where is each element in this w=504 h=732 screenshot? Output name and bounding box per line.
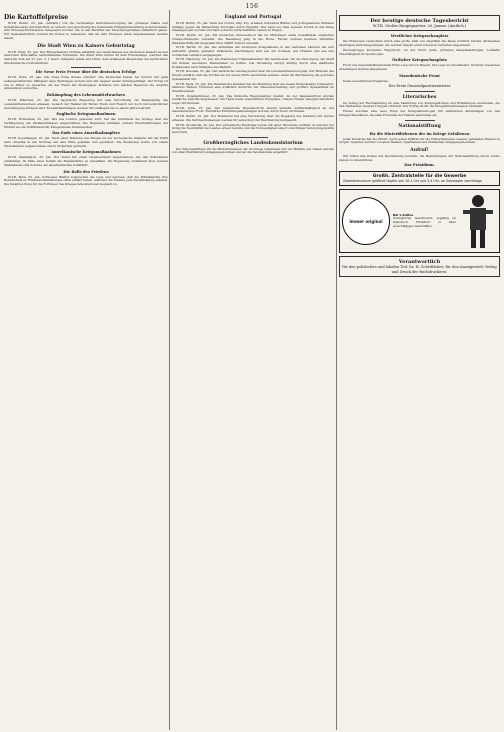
headline: England und Portugal [224, 15, 282, 20]
article-paragraph: W.T.B. Dresden, 25. Jan. Der sächsische Landtag beriet über die Lebensmittelversorgung. Der Minister des Innern erklärte, daß die Vorräte bis zur neuen Ernte ausreichen werden, wenn die Bevölkerung die gebotene Sparsamkeit übt. [172, 69, 334, 81]
section-heading: Die Stadt Wien zu Kaisers Geburtstag [37, 43, 135, 49]
article-paragraph: Heeresgruppe Kronprinz Rupprecht: An der Front keine größeren Kampfhandlungen. Lebhafte Feuertätigkeit im Ypernbogen. [339, 47, 500, 56]
subheading: Englische Kriegsmaßnahmen [56, 112, 116, 117]
subheading: Westlicher Kriegsschauplatz [390, 34, 449, 39]
subheading: Amerikanische Kriegsmaßnahmen [51, 150, 121, 155]
ad-headline: Immer original [349, 218, 383, 224]
imprint-text: für den politischen und lokalen Teil: Dr. H. Schriftleiter; für den Anzeigenteil: Verlag und Druck der Buchdruckerei. [342, 265, 497, 274]
page-number: 156 [245, 3, 259, 10]
article-paragraph: W.T.B. Berlin, 25. Jan. (Amtlich.) Um die rechtzeitige Kartoffelversorgung der größeren Städte und Industriebezirke mit Kartoffeln zu sichern und gleichzeitig die kommende Frühjahrsbestellung sicherzustellen, sind Erzeugerhöchstpreise festgesetzt worden, die in den Bezirken der Versorgungsstellen einheitlich gelten. Für Speisekartoffeln wurden die Preise so bemessen, daß sie dem Erzeuger einen angemessenen Gewinn lassen. [4, 21, 168, 40]
notice-text: Die Nationalstiftung für die Hinterbliebenen der im Kriege Gefallenen ruft zur Mithilfe auf. Gaben werden von allen Pfarrämtern entgegengenommen und an die Sammelstelle abgeführt. [172, 146, 334, 155]
article-paragraph: W.T.B. Sofia, 25. Jan. Der bulgarische Heeresbericht meldet lebhafte Artillerietätigkeit an der mazedonischen Front. Feindliche Erkundungsabteilungen wurden durch Feuer vertrieben. [172, 105, 334, 114]
article-paragraph: W.T.B. Berlin, 25. Jan. Die Aufnahme der deutschen Kriegsanleihe in den neutralen Ländern hat sich weiterhin günstig gestaltet. Zahlreiche Zeichnungen sind aus der Schweiz, aus Holland und aus den nordischen Ländern eingegangen. [172, 45, 334, 57]
subheading: Das Ende eines Amerikadampfers [52, 131, 120, 136]
ad-poster-text [393, 214, 456, 229]
article-paragraph: W.T.B. Washington, 25. Jan. Der Senat hat einen Gesetzentwurf angenommen, der den Präsidenten ermächtigt, im Falle einer Gefahr die Handelsflotte zu bewaffnen. Die Regierung verhandelt über weitere Maßnahmen zum Schutze der amerikanischen Schiffahrt. [4, 155, 168, 167]
column-left [4, 12, 168, 728]
article-paragraph: Die Franzosen versuchten durch eine große Zahl von Angriffen die ihnen nördlich Verdun entrissenen Stellungen zurückzugewinnen. Sie wurden überall unter schweren Verlusten abgewiesen. [339, 39, 500, 48]
ad-text: Gewerbemuseum geöffnet täglich von 10-1 Uhr und 3-4 Uhr, an Sonntagen vormittags. [343, 179, 483, 184]
article-paragraph: W.T.B. München, 25. Jan. Die bayerische Regierung hat eine Verordnung zur Bekämpfung des Lebensmittelwuchers erlassen, wonach der Handel mit Butter, Eiern und Fleisch nur noch mit behördlicher Genehmigung erfolgen darf. Zuwiderhandlungen werden mit Gefängnis bis zu einem Jahre bestraft. [4, 98, 168, 110]
article-paragraph: W.T.B. Wien, 25. Jan. Die Neue Freie Presse schreibt: Die Deutschen haben bei Verdun mit ganz außergewöhnlicher Zähigkeit neue Stellungen erobert und den Gegner weiter zurückgedrängt. Der Erfolg ist um so höher zu bewerten, als der Feind mit überlegener Artillerie und starken Reserven die Angriffe abzuwehren versuchte. [4, 75, 168, 91]
column-right [339, 12, 500, 728]
article-paragraph: Wir bitten alle Kreise der Bevölkerung herzlich, die Bestrebungen der Nationalstiftung durch reiche Gaben zu unterstützen. [339, 153, 500, 162]
report-title: Der heutige deutsche Tagesbericht [370, 18, 469, 24]
report-dateline: W.T.B. Großes Hauptquartier, 26. Januar. (Amtlich.) [372, 24, 467, 28]
article-paragraph: Jeder Deutsche hat die Pflicht, nach seinen Kräften für die Hinterbliebenen unserer gefallenen Helden zu sorgen. Spenden werden von allen Banken, Sparkassen und Zahlstellen entgegengenommen. [339, 136, 500, 145]
advertisement-poster [339, 189, 500, 253]
ad-text: Vorzüglicher Geschmack, ergiebig im Gebrauch. Erhältlich in allen einschlägigen Geschäften. [393, 216, 456, 229]
article-paragraph: Keine wesentlichen Ereignisse. [343, 78, 389, 83]
daily-report-box [339, 15, 500, 31]
notice-title: Großherzogliches Landeskonsistorium [203, 140, 303, 146]
section-heading: Nationalstiftung [398, 123, 441, 129]
ad-headline-badge [342, 197, 390, 245]
article-paragraph: W.T.B. Konstantinopel, 25. Jan. Das türkische Hauptquartier meldet: An der Kaukasusfront wurden feindliche Angriffe abgewiesen. Am Tigris keine wesentlichen Ereignisse. Unsere Flieger belegten feindliche Lager mit Bomben. [172, 93, 334, 106]
advertisement [339, 171, 500, 187]
separator [238, 137, 268, 138]
article-paragraph: W.T.B. Bern, 25. Jan. Schweizer Blätter besprechen die Lage und betonen, daß die Mittelmächte ihre Bereitschaft zu Friedensverhandlungen offen erklärt haben, während die Entente jede Verständigung ablehnt. Die Verantwortung für die Fortdauer des Krieges falle allein den Gegnern zu. [4, 174, 168, 186]
article-paragraph: W.T.B. Berlin, 25. Jan. Ein deutsches Unterseeboot hat im Mittelmeer einen bewaffneten englischen Transportdampfer versenkt. Die Besatzung ging in die Boote. Ferner wurden mehrere feindliche Handelsschiffe mit insgesamt über 20000 Tonnen versenkt. [172, 33, 334, 45]
article-paragraph: W.T.B. Hamburg, 25. Jan. Die Hamburger Handelskammer hat beschlossen, für die Versorgung der Stadt mit Kohlen besondere Maßnahmen zu treffen. Die Verteilung erfolgt künftig durch eine städtische Kohlenstelle nach Maßgabe des Bedarfs. [172, 57, 334, 69]
subheading: Östlicher Kriegsschauplatz [392, 58, 447, 63]
article-paragraph: W.T.B. Berlin, 25. Jan. Nach der Nordd. Allg. Ztg. erheben Schweizer Blätter und portugiesische Stimmen Anklage gegen die Behandlung Portugals durch England. Das Land sei ohne eigenen Vorteil in den Krieg hineingezogen worden und habe schwere wirtschaftliche Lasten zu tragen. [172, 21, 334, 33]
article-paragraph: Im Verlag der Buchhandlung ist eine Sammlung von Kriegsgedichten und Erzählungen erschienen, die den Heldenmut unserer Truppen schildert. Der Ertrag ist für die Kriegshinterbliebenen bestimmt. [339, 100, 500, 109]
article-paragraph: W.T.B. Kopenhagen, 25. Jan. Nach einer Meldung aus Bergen ist der norwegische Dampfer auf der Fahrt nach Amerika in der Nordsee auf eine Mine gelaufen und gesunken. Die Besatzung wurde von einem Fischdampfer aufgenommen und in Sicherheit gebracht. [4, 136, 168, 148]
article-paragraph: W.T.B. Rotterdam, 25. Jan. Wie aus London gemeldet wird, hat das Unterhaus die Vorlage über die Verlängerung der Parlamentsdauer angenommen. Die Regierung kündigte weitere Einschränkungen der Einfuhr an, um Schiffsraum für Kriegszwecke freizumachen. [4, 117, 168, 129]
ad-brand: Bär's Kaffee [393, 212, 414, 217]
column-divider [169, 10, 170, 730]
article-paragraph: Front des Generalfeldmarschalls Prinz Leopold von Bayern: Die Lage ist unverändert. Vorstöße russischer Abteilungen wurden abgewiesen. [339, 63, 500, 71]
signature: Das Präsidium. [404, 163, 435, 168]
signature: Der Erste Generalquartiermeister [388, 84, 451, 89]
article-paragraph: W.T.B. Wien, 25. Jan. Der Bürgermeister richtete anläßlich des Geburtstages des deutschen Kaisers an den deutschen Botschafter nachstehendes Schreiben: Die Stadt Wien nimmt an dem Freudentage, welchen das deutsche Volk am 27. Jan. d. J. feiert, innigsten Anteil und bittet, dem erhabenen Monarchen die herzlichsten Glückwünsche zu übermitteln. [4, 49, 168, 65]
ad-title: Großh. Zentralstelle für die Gewerbe [372, 173, 467, 179]
column-middle [172, 12, 334, 728]
column-divider [336, 10, 337, 730]
separator [405, 120, 435, 121]
article-paragraph: W.T.B. Paris, 25. Jan. Die französische Kammer hat die Beratung über die neuen Kriegskredite fortgesetzt. Mehrere Redner forderten eine schärfere Kontrolle der Heeresverwaltung und größere Sparsamkeit im Staatshaushalt. [172, 81, 334, 93]
subheading: Mazedonische Front [399, 73, 440, 78]
appeal-title: Aufruf! [410, 147, 429, 153]
imprint-box [339, 256, 500, 277]
separator [71, 67, 101, 68]
section-heading: Literarisches [402, 94, 437, 100]
subheading: Die Neue Freie Presse über die deutschen Erfolge [35, 70, 137, 75]
article-paragraph: W.T.B. Berlin, 25. Jan. Der Bundesrat hat eine Verordnung über die Regelung des Verkehrs mit Zucker erlassen. Die Verbrauchsmengen werden für jeden Kopf der Bevölkerung festgesetzt. [172, 114, 334, 122]
subheading: Die Rolle des Friedens [63, 169, 109, 174]
headline: Die Kartoffelpreise [4, 14, 69, 21]
subheading: für die Hinterbliebenen der im Kriege Gefallenen [369, 131, 470, 136]
article-paragraph: Ferner erschien eine neue Folge der Kriegsbilderbogen mit zahlreichen Abbildungen von den Kriegsschauplätzen, die allen Freunden der Heimat empfohlen sei. [339, 109, 500, 117]
ad-illustration-figure [459, 192, 497, 250]
separator [405, 91, 435, 92]
article-paragraph: W.T.B. Stockholm, 25. Jan. Der schwedische Reichstag wurde mit einer Thronrede eröffnet, in welcher der König die Neutralität des Landes erneut betonte und die Notwendigkeit einer vorsichtigen Versorgungspolitik hervorhob. [172, 122, 334, 134]
subheading: Bekämpfung des Lebensmittelwuchers [46, 93, 126, 98]
imprint-title: Verantwortlich [398, 259, 441, 266]
